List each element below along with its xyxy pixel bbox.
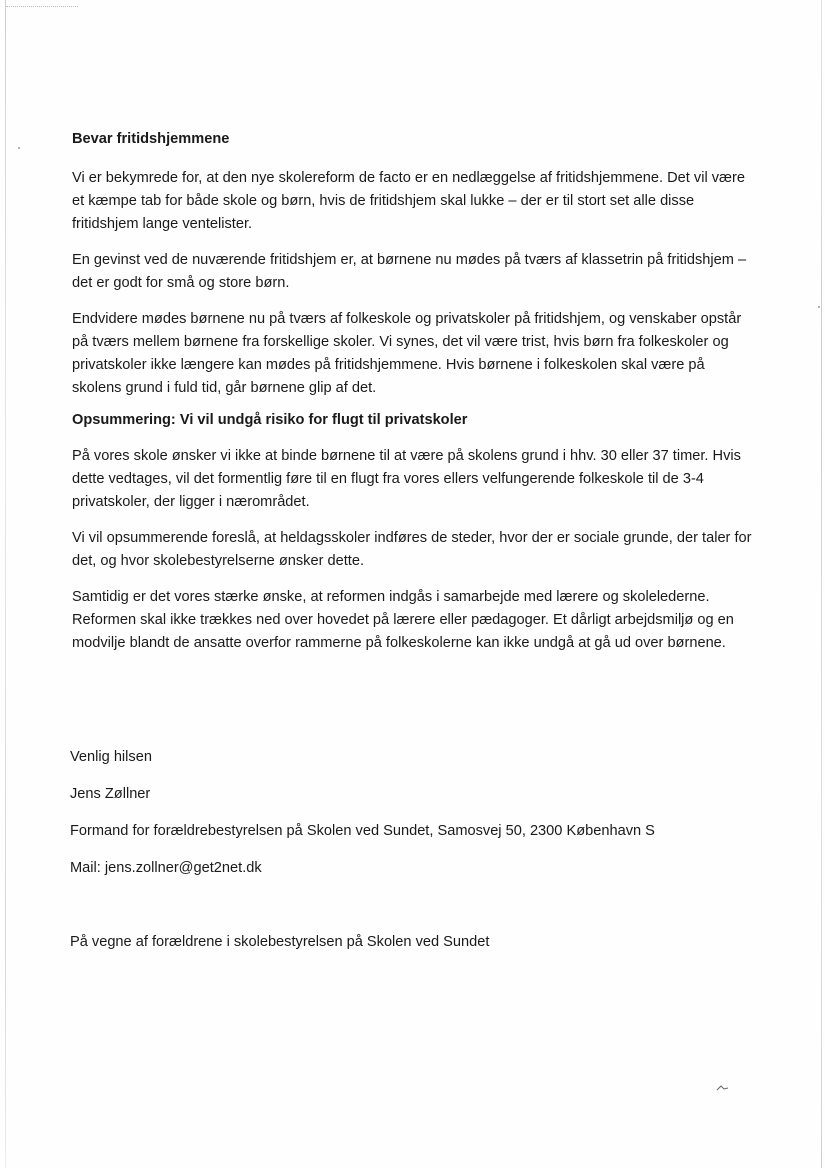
signer-mail: Mail: jens.zollner@get2net.dk — [70, 860, 262, 876]
paragraph: Samtidig er det vores stærke ønske, at reformen indgås i samarbejde med lærere og skolelederne. Reformen skal ikke trækkes ned over hovedet på lærere eller pædagoger. Et dårligt arbejdsmiljø og en modvilje blandt de ansatte overfor rammerne på folkeskolerne kan ikke undgå at gå ud over børnene. — [72, 589, 734, 651]
scan-speck — [818, 306, 820, 308]
scan-edge-right — [821, 0, 822, 1168]
scan-mark — [716, 1084, 730, 1095]
signer-name: Jens Zøllner — [70, 786, 151, 802]
scan-speck — [18, 147, 20, 149]
paragraph: Vi er bekymrede for, at den nye skolereform de facto er en nedlæggelse af fritidshjemmene. Det vil være et kæmpe tab for både skole og børn, hvis de fritidshjem skal lukke – der er til stort set alle disse fritidshjem lange ventelister. — [72, 170, 745, 232]
paragraph: Vi vil opsummerende foreslå, at heldagsskoler indføres de steder, hvor der er sociale grunde, der taler for det, og hvor skolebestyrelserne ønsker dette. — [72, 530, 752, 569]
section-heading: Bevar fritidshjemmene — [72, 131, 230, 147]
letter-body — [72, 128, 752, 655]
paragraph: Endvidere mødes børnene nu på tværs af folkeskole og privatskoler på fritidshjem, og venskaber opstår på tværs mellem børnene fra forskellige skoler. Vi synes, det vil være trist, hvis børn fra folkeskoler og privatskoler ikke længere kan mødes på fritidshjemmene. Hvis børnene i folkeskolen skal være på skolens grund i fuld tid, går børnene glip af det. — [72, 311, 742, 396]
signer-title: Formand for forældrebestyrelsen på Skolen ved Sundet, Samosvej 50, 2300 København S — [70, 823, 655, 839]
scan-edge-left — [5, 0, 6, 1168]
greeting: Venlig hilsen — [70, 749, 152, 765]
paragraph: En gevinst ved de nuværende fritidshjem er, at børnene nu mødes på tværs af klassetrin på fritidshjem – det er godt for små og store børn. — [72, 252, 747, 291]
paragraph: På vores skole ønsker vi ikke at binde børnene til at være på skolens grund i hhv. 30 eller 37 timer. Hvis dette vedtages, vil det formentlig føre til en flugt fra vores ellers velfungerende folkeskole til de 3-4 privatskoler, der ligger i nærområdet. — [72, 448, 741, 510]
footer-line: På vegne af forældrene i skolebestyrelsen på Skolen ved Sundet — [70, 934, 490, 950]
signature-block — [70, 745, 770, 893]
scan-edge-top — [6, 6, 78, 8]
section-heading: Opsummering: Vi vil undgå risiko for flugt til privatskoler — [72, 412, 468, 428]
